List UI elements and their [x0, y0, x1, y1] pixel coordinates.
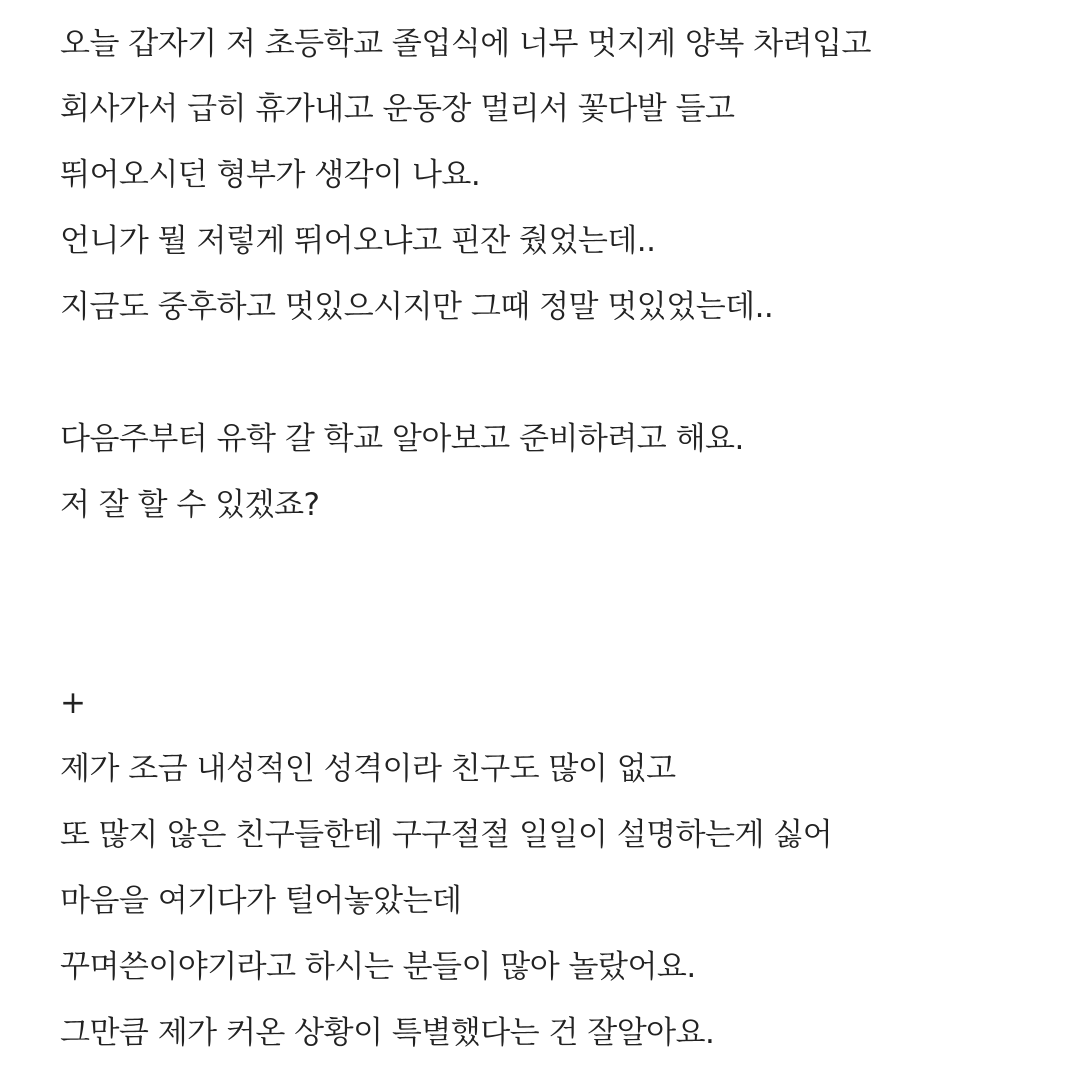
post-text-line: 뛰어오시던 형부가 생각이 나요.: [60, 157, 481, 193]
addendum-marker: +: [60, 685, 86, 721]
post-text-line: 언니가 뭘 저렇게 뛰어오냐고 핀잔 줬었는데..: [60, 223, 656, 259]
post-text-line: 또 많지 않은 친구들한테 구구절절 일일이 설명하는게 싫어: [60, 817, 833, 853]
post-text-line: 저 잘 할 수 있겠죠?: [60, 487, 320, 523]
post-text-line: 제가 조금 내성적인 성격이라 친구도 많이 없고: [60, 751, 676, 787]
post-text-line: 다음주부터 유학 갈 학교 알아보고 준비하려고 해요.: [60, 421, 744, 457]
post-text-line: 회사가서 급히 휴가내고 운동장 멀리서 꽃다발 들고: [60, 91, 735, 127]
post-text-line: 오늘 갑자기 저 초등학교 졸업식에 너무 멋지게 양복 차려입고: [60, 26, 871, 62]
post-text-line: 꾸며쓴이야기라고 하시는 분들이 많아 놀랐어요.: [60, 949, 696, 985]
post-text-line: 마음을 여기다가 털어놓았는데: [60, 883, 462, 919]
post-text-line: 지금도 중후하고 멋있으시지만 그때 정말 멋있었는데..: [60, 289, 774, 325]
post-text-line: 그만큼 제가 커온 상황이 특별했다는 건 잘알아요.: [60, 1015, 715, 1051]
